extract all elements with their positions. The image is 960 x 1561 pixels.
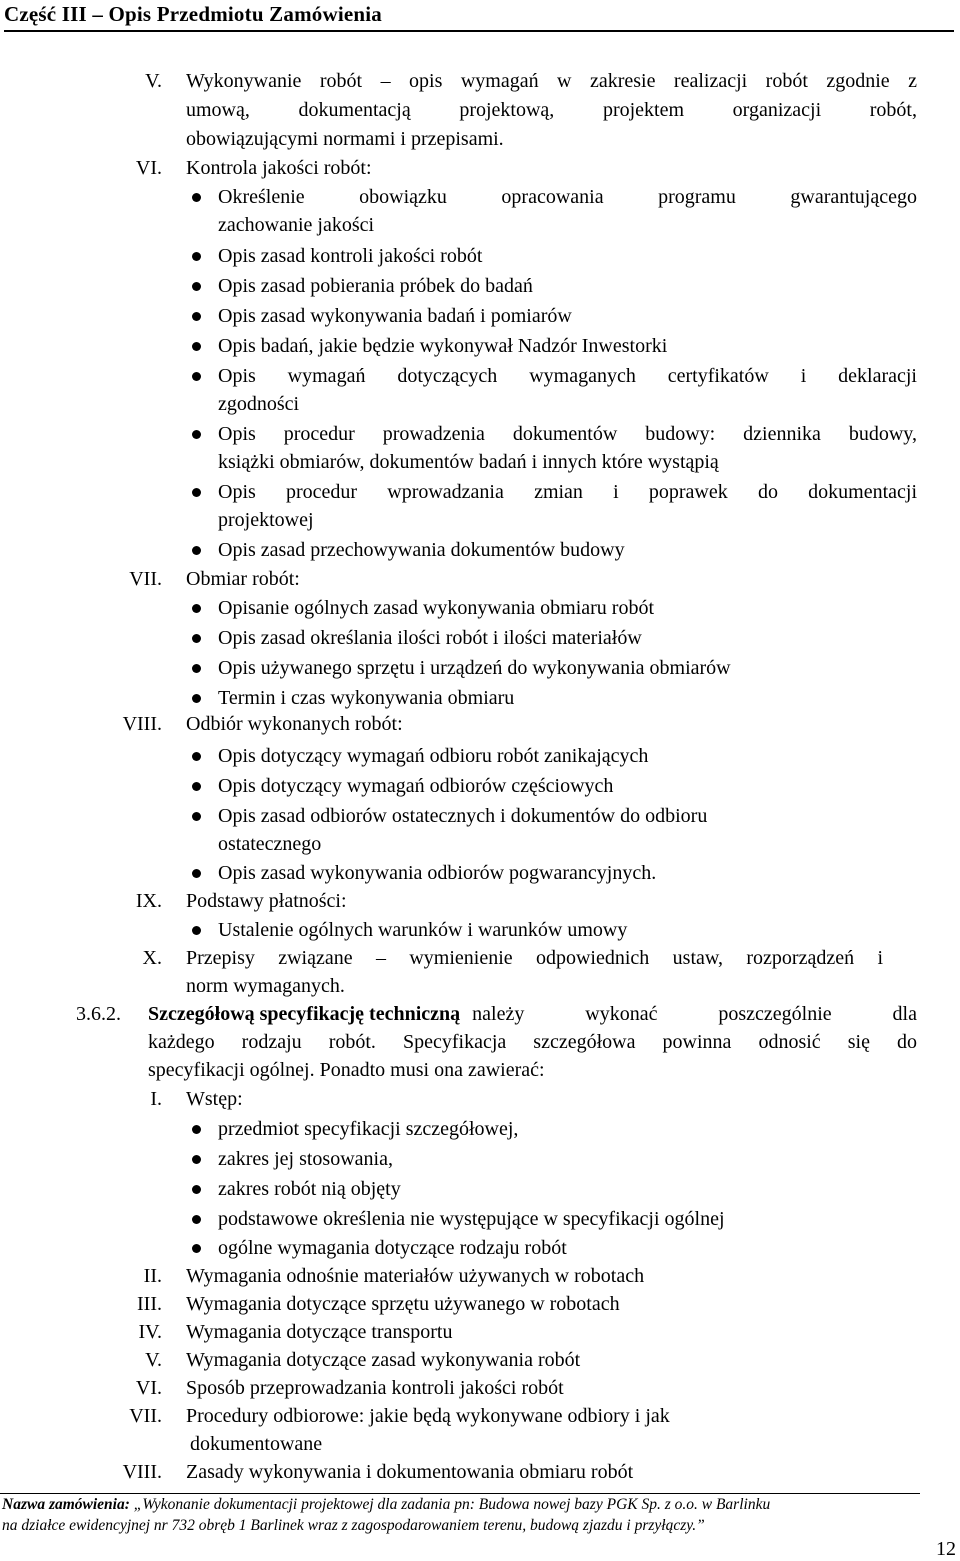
section-number-viii: VIII. [122, 713, 162, 735]
bullet-icon [192, 752, 201, 761]
list-item: Opis zasad kontroli jakości robót [218, 245, 483, 267]
bullet-icon [192, 430, 201, 439]
list-item: Opis zasad określania ilości robót i ilości materiałów [218, 627, 642, 649]
sub-item-continuation: dokumentowane [190, 1433, 323, 1455]
list-item: Opis dotyczący wymagań odbioru robót zanikających [218, 745, 649, 767]
list-item: Określenie obowiązku opracowania programu gwarantującego [218, 186, 917, 208]
list-item: Opis zasad odbiorów ostatecznych i dokumentów do odbioru [218, 805, 708, 827]
bullet-icon [192, 1125, 201, 1134]
list-item-continuation: ostatecznego [218, 833, 322, 855]
footer-text-1: „Wykonanie dokumentacji projektowej dla zadania pn: Budowa nowej bazy PGK Sp. z o.o. w Barlinku [129, 1496, 771, 1513]
sub-item: Procedury odbiorowe: jakie będą wykonywane odbiory i jak [186, 1405, 670, 1427]
list-item: Opis zasad wykonywania odbiorów pogwarancyjnych. [218, 862, 657, 884]
bullet-icon [192, 193, 201, 202]
sub-number: VI. [135, 1377, 162, 1399]
page-number: 12 [936, 1538, 956, 1560]
bullet-icon [192, 1185, 201, 1194]
section-viii-heading: Odbiór wykonanych robót: [186, 713, 403, 735]
section-x-line-2: norm wymaganych. [186, 975, 345, 997]
subsection-line-1-rest: należy wykonać poszczególnie dla [472, 1003, 917, 1025]
list-item: Opisanie ogólnych zasad wykonywania obmiaru robót [218, 597, 655, 619]
footer-line-2: na działce ewidencyjnej nr 732 obręb 1 Barlinek wraz z zagospodarowaniem terenu, budową zjazdu i przyłączy.” [2, 1517, 705, 1534]
bullet-icon [192, 926, 201, 935]
subsection-line-1 [148, 1003, 917, 1026]
sub-item: Wymagania dotyczące zasad wykonywania robót [186, 1349, 581, 1371]
section-number-vii: VII. [129, 568, 162, 590]
list-item: Termin i czas wykonywania obmiaru [218, 687, 515, 709]
bullet-icon [192, 252, 201, 261]
sub-item: Wymagania dotyczące sprzętu używanego w robotach [186, 1293, 620, 1315]
section-vii-heading: Obmiar robót: [186, 568, 300, 590]
bullet-icon [192, 604, 201, 613]
section-number-vi: VI. [135, 157, 162, 179]
list-item-continuation: książki obmiarów, dokumentów badań i innych które wystąpią [218, 451, 719, 473]
bullet-icon [192, 1244, 201, 1253]
list-item: przedmiot specyfikacji szczegółowej, [218, 1118, 519, 1140]
sub-item: Wymagania dotyczące transportu [186, 1321, 453, 1343]
bullet-icon [192, 782, 201, 791]
list-item: Ustalenie ogólnych warunków i warunków umowy [218, 919, 628, 941]
subsection-line-2: każdego rodzaju robót. Specyfikacja szczegółowa powinna odnosić się do [148, 1031, 917, 1053]
footer-line-1 [2, 1496, 770, 1514]
sub-item: Zasady wykonywania i dokumentowania obmiaru robót [186, 1461, 634, 1483]
bullet-icon [192, 282, 201, 291]
header-title: Część III – Opis Przedmiotu Zamówienia [4, 2, 382, 26]
bullet-icon [192, 312, 201, 321]
bullet-icon [192, 488, 201, 497]
footer-rule [0, 1493, 920, 1494]
list-item: Opis procedur prowadzenia dokumentów budowy: dziennika budowy, [218, 423, 917, 445]
list-item-continuation: zachowanie jakości [218, 214, 375, 236]
list-item: Opis zasad wykonywania badań i pomiarów [218, 305, 572, 327]
subsection-number: 3.6.2. [76, 1003, 121, 1025]
bullet-icon [192, 634, 201, 643]
bullet-icon [192, 546, 201, 555]
sub-number: II. [143, 1265, 162, 1287]
list-item: zakres robót nią objęty [218, 1178, 401, 1200]
section-number-x: X. [142, 947, 162, 969]
list-item: Opis badań, jakie będzie wykonywał Nadzór Inwestorki [218, 335, 668, 357]
bullet-icon [192, 664, 201, 673]
sub-number: V. [145, 1349, 162, 1371]
section-ix-heading: Podstawy płatności: [186, 890, 347, 912]
footer-label: Nazwa zamówienia: [2, 1496, 130, 1513]
bullet-icon [192, 812, 201, 821]
list-item: zakres jej stosowania, [218, 1148, 393, 1170]
sub-item: Sposób przeprowadzania kontroli jakości robót [186, 1377, 564, 1399]
section-vi-heading: Kontrola jakości robót: [186, 157, 372, 179]
section-v-line-2: umową, dokumentacją projektową, projektem organizacji robót, [186, 99, 917, 121]
list-item: Opis zasad pobierania próbek do badań [218, 275, 533, 297]
list-item: podstawowe określenia nie występujące w specyfikacji ogólnej [218, 1208, 725, 1230]
list-item: Opis wymagań dotyczących wymaganych certyfikatów i deklaracji [218, 365, 917, 387]
sub-number: IV. [138, 1321, 162, 1343]
subsection-line-3: specyfikacji ogólnej. Ponadto musi ona zawierać: [148, 1059, 545, 1081]
bullet-icon [192, 342, 201, 351]
section-v-line-1: Wykonywanie robót – opis wymagań w zakresie realizacji robót zgodnie z [186, 70, 917, 92]
bullet-icon [192, 372, 201, 381]
bold-phrase: Szczegółową specyfikację techniczną [148, 1003, 461, 1025]
sub-number-i: I. [150, 1088, 162, 1110]
bullet-icon [192, 1155, 201, 1164]
sub-item: Wymagania odnośnie materiałów używanych w robotach [186, 1265, 645, 1287]
list-item: ogólne wymagania dotyczące rodzaju robót [218, 1237, 567, 1259]
list-item-continuation: projektowej [218, 509, 314, 531]
bullet-icon [192, 869, 201, 878]
bullet-icon [192, 694, 201, 703]
sub-number: VIII. [122, 1461, 162, 1483]
section-v-line-3: obowiązującymi normami i przepisami. [186, 128, 504, 150]
list-item-continuation: zgodności [218, 393, 300, 415]
section-number-ix: IX. [135, 890, 162, 912]
page-header [4, 0, 954, 32]
sub-number: VII. [129, 1405, 162, 1427]
list-item: Opis używanego sprzętu i urządzeń do wykonywania obmiarów [218, 657, 731, 679]
list-item: Opis dotyczący wymagań odbiorów częściowych [218, 775, 614, 797]
list-item: Opis procedur wprowadzania zmian i poprawek do dokumentacji [218, 481, 917, 503]
sub-i-heading: Wstęp: [186, 1088, 243, 1110]
sub-number: III. [137, 1293, 162, 1315]
bullet-icon [192, 1215, 201, 1224]
list-item: Opis zasad przechowywania dokumentów budowy [218, 539, 625, 561]
section-number-v: V. [145, 70, 162, 92]
section-x-line-1: Przepisy związane – wymienienie odpowiednich ustaw, rozporządzeń i [186, 947, 883, 969]
